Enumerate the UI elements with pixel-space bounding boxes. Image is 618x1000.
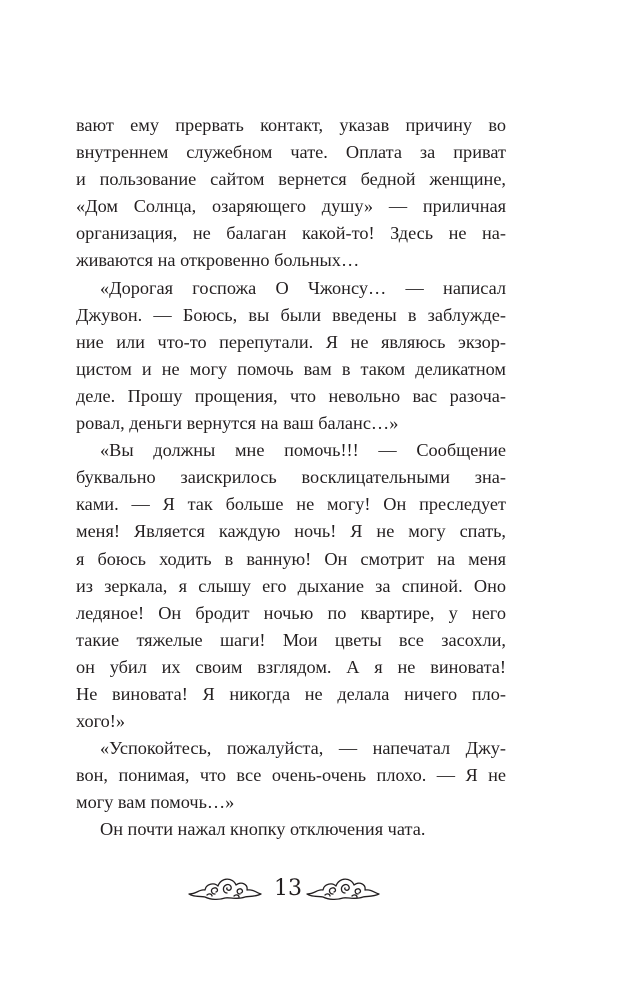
text-line: Не виновата! Я никогда не делала ничего пло- xyxy=(76,683,506,704)
text-line: он убил их своим взглядом. А я не виновата! xyxy=(76,656,506,677)
text-line: буквально заискрилось восклицательными зна- xyxy=(76,467,506,488)
text-line: ние или что-то перепутали. Я не являюсь экзор- xyxy=(76,331,506,352)
text-line: из зеркала, я слышу его дыхание за спиной. Оно xyxy=(76,575,506,596)
paragraph-first-line: «Вы должны мне помочь!!! — Сообщение xyxy=(100,440,506,461)
text-line: я боюсь ходить в ванную! Он смотрит на меня xyxy=(76,548,506,569)
text-line: и пользование сайтом вернется бедной женщине, xyxy=(76,169,506,190)
paragraph-first-line: Он почти нажал кнопку отключения чата. xyxy=(100,819,426,840)
body-text xyxy=(76,112,506,844)
paragraph-first-line: «Успокойтесь, пожалуйста, — напечатал Джу- xyxy=(100,738,506,759)
text-line: ледяное! Он бродит ночью по квартире, у него xyxy=(76,602,506,623)
text-line: цистом и не могу помочь вам в таком деликатном xyxy=(76,358,506,379)
page-footer xyxy=(0,864,618,924)
text-line: вон, понимая, что все очень-очень плохо. — Я не xyxy=(76,765,506,786)
text-line: «Дом Солнца, озаряющего душу» — приличная xyxy=(76,196,506,217)
text-line: ками. — Я так больше не могу! Он преследует xyxy=(76,494,506,515)
paragraph-first-line: «Дорогая госпожа О Чжонсу… — написал xyxy=(100,277,506,298)
text-line: меня! Является каждую ночь! Я не могу спать, xyxy=(76,521,506,542)
text-line: организация, не балаган какой-то! Здесь не на- xyxy=(76,223,506,244)
cloud-ornament-icon xyxy=(305,864,381,904)
text-line: внутреннем служебном чате. Оплата за приват xyxy=(76,142,506,163)
text-line: Джувон. — Боюсь, вы были введены в заблужде- xyxy=(76,304,506,325)
text-line: живаются на откровенно больных… xyxy=(76,250,360,271)
cloud-ornament-icon xyxy=(187,864,263,904)
text-line: ровал, деньги вернутся на ваш баланс…» xyxy=(76,413,399,434)
text-line: деле. Прошу прощения, что невольно вас разоча- xyxy=(76,385,506,406)
text-line: хого!» xyxy=(76,711,125,732)
text-line: могу вам помочь…» xyxy=(76,792,235,813)
text-line: такие тяжелые шаги! Мои цветы все засохли, xyxy=(76,629,506,650)
text-line: вают ему прервать контакт, указав причину во xyxy=(76,115,506,135)
page-number: 13 xyxy=(274,876,302,901)
